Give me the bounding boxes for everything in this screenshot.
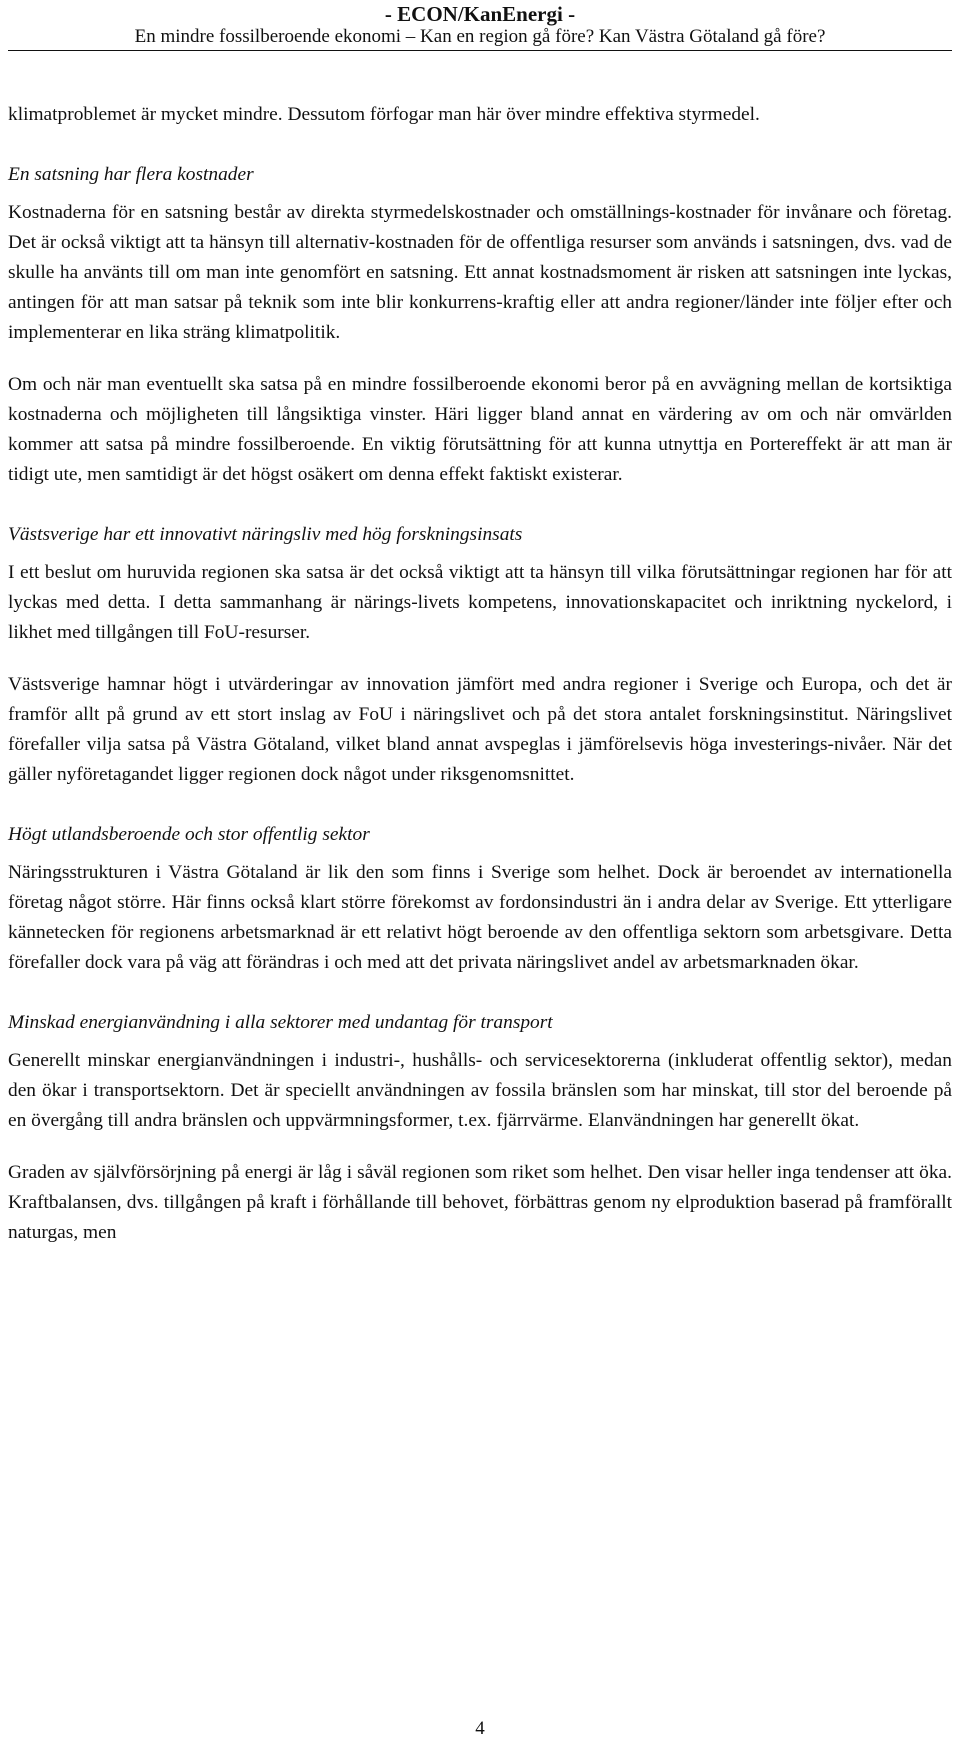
section-heading-utlandsberoende: Högt utlandsberoende och stor offentlig sektor: [8, 824, 370, 845]
paragraph-naringsstruktur: Näringsstrukturen i Västra Götaland är lik den som finns i Sverige som helhet. Dock är beroendet av internationella företag något större. Här finns också klart större förekomst av fordonsindustri än i andra delar av Sverige. Ett ytterligare kännetecken för regionens arbetsmarknad är ett relativt högt beroende av den offentliga sektorn som arbetsgivare. Detta förefaller dock vara på väg att förändras i och med att det privata näringslivet andel av arbetsmarknaden ökar.: [8, 862, 952, 973]
page-number: 4: [475, 1718, 485, 1739]
document-body: [8, 100, 952, 1248]
section-heading-kostnader: En satsning har flera kostnader: [8, 164, 254, 185]
paragraph-sjalvforsorjning: Graden av självförsörjning på energi är låg i såväl regionen som riket som helhet. Den visar heller inga tendenser att öka. Kraftbalansen, dvs. tillgången på kraft i förhållande till behovet, förbättras genom ny elproduktion baserad på framförallt naturgas, men: [8, 1162, 952, 1243]
paragraph-intro: klimatproblemet är mycket mindre. Dessutom förfogar man här över mindre effektiva styrmedel.: [8, 104, 760, 125]
paragraph-energianvandning: Generellt minskar energianvändningen i industri-, hushålls- och servicesektorerna (inkluderat offentlig sektor), medan den ökar i transportsektorn. Det är speciellt användningen av fossila bränslen som har minskat, till stor del beroende på en övergång till andra bränslen och uppvärmningsformer, t.ex. fjärrvärme. Elanvändningen har generellt ökat.: [8, 1050, 952, 1131]
header-organization: - ECON/KanEnergi -: [384, 2, 576, 26]
paragraph-forutsattningar: I ett beslut om huruvida regionen ska satsa är det också viktigt att ta hänsyn till vilka förutsättningar regionen har för att lyckas med detta. I detta sammanhang är närings-livets kompetens, innovationskapacitet och inriktning nyckelord, i likhet med tillgången till FoU-resurser.: [8, 562, 952, 643]
paragraph-avvagning: Om och när man eventuellt ska satsa på en mindre fossilberoende ekonomi beror på en avvägning mellan de kortsiktiga kostnaderna och möjligheten till långsiktiga vinster. Häri ligger bland annat en värdering av om och när omvärlden kommer att satsa på mindre fossilberoende. En viktig förutsättning för att kunna utnyttja en Portereffekt är att man är tidigt ute, men samtidigt är det högst osäkert om denna effekt faktiskt existerar.: [8, 374, 952, 485]
page-header: [0, 0, 960, 48]
section-heading-vastsverige: Västsverige har ett innovativt näringsliv med hög forskningsinsats: [8, 524, 523, 545]
paragraph-kostnader: Kostnaderna för en satsning består av direkta styrmedelskostnader och omställnings-kostnader för invånare och företag. Det är också viktigt att ta hänsyn till alternativ-kostnaden för de offentliga resurser som används i satsningen, dvs. vad de skulle ha använts till om man inte genomfört en satsning. Ett annat kostnadsmoment är risken att satsningen inte lyckas, antingen för att man satsar på teknik som inte blir konkurrens-kraftig eller att andra regioner/länder inte följer efter och implementerar en lika sträng klimatpolitik.: [8, 202, 952, 343]
section-heading-energianvandning: Minskad energianvändning i alla sektorer med undantag för transport: [8, 1012, 553, 1033]
header-subtitle: En mindre fossilberoende ekonomi – Kan en region gå före? Kan Västra Götaland gå före?: [134, 26, 826, 47]
header-divider: [8, 50, 952, 51]
paragraph-innovation: Västsverige hamnar högt i utvärderingar av innovation jämfört med andra regioner i Sverige och Europa, och det är framför allt på grund av ett stort inslag av FoU i näringslivet och på det stora antalet forskningsinstitut. Näringslivet förefaller vilja satsa på Västra Götaland, vilket bland annat avspeglas i jämförelsevis höga investerings-nivåer. När det gäller nyföretagandet ligger regionen dock något under riksgenomsnittet.: [8, 674, 952, 785]
